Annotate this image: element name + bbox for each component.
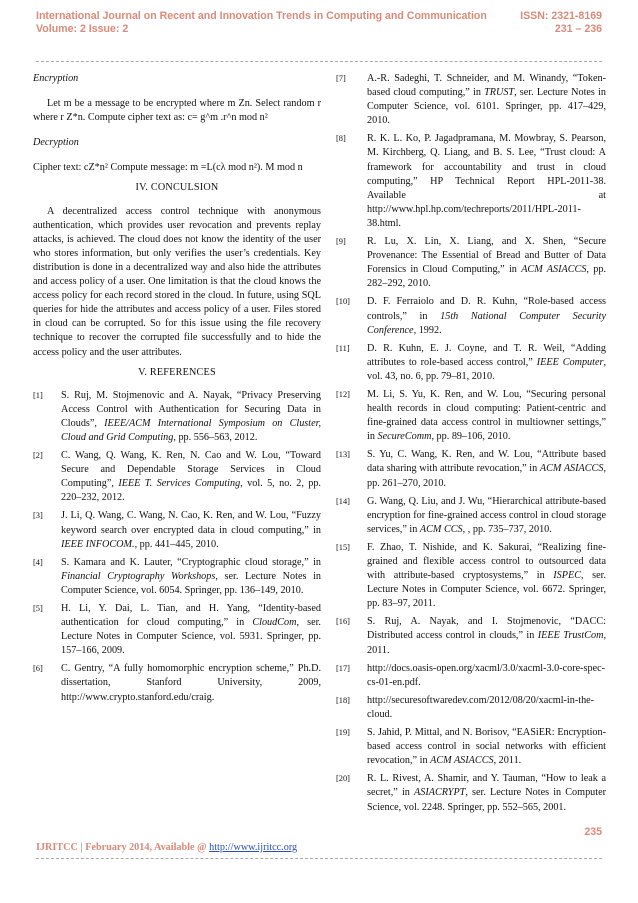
reference-item [33, 602, 321, 658]
reference-number: [14] [336, 496, 350, 506]
reference-item [33, 449, 321, 505]
reference-number: [6] [33, 664, 43, 674]
reference-number: [1] [33, 390, 43, 400]
reference-details: , 1992. [413, 324, 442, 336]
reference-number: [19] [336, 728, 350, 738]
reference-venue: 15th National Computer Security Conference [367, 310, 606, 336]
reference-item [336, 72, 606, 128]
reference-details: , vol. 5, no. 2, pp. 220–232, 2012. [61, 478, 321, 504]
reference-text: C. Gentry, “A fully homomorphic encryption scheme,” Ph.D. dissertation, Stanford University, 2009, http://www.crypto.stanford.edu/craig. [61, 663, 321, 703]
reference-item [336, 132, 606, 231]
header-right [520, 10, 602, 36]
reference-details: , pp. 89–106, 2010. [431, 431, 511, 443]
reference-item [336, 694, 606, 722]
reference-item [336, 495, 606, 537]
reference-text: C. Wang, Q. Wang, K. Ren, N. Cao and W. Lou, “Toward Secure and Dependable Storage Services in Cloud Computing”, [61, 450, 321, 490]
journal-header [36, 10, 602, 40]
reference-number: [3] [33, 511, 43, 521]
reference-details: , pp. 282–292, 2010. [367, 264, 606, 290]
reference-venue: ACM ASIACCS [521, 264, 587, 276]
reference-text: D. F. Ferraiolo and D. R. Kuhn, “Role-based access controls,” in [367, 296, 606, 322]
reference-item [33, 509, 321, 551]
reference-item [33, 662, 321, 704]
page-number: 235 [584, 826, 602, 838]
reference-text: R. Lu, X. Lin, X. Liang, and X. Shen, “Secure Provenance: The Essential of Bread and Butter of Data Forensics in Cloud Computing,” in [367, 236, 606, 276]
reference-details: , ser. Lecture Notes in Computer Science, vol. 6101. Springer, pp. 417–429, 2010. [367, 87, 606, 127]
reference-venue: ISPEC [553, 570, 581, 582]
reference-text: S. Ruj, A. Nayak, and I. Stojmenovic, “DACC: Distributed access control in clouds,” in [367, 616, 606, 642]
reference-venue: Financial Cryptography Workshops [61, 570, 216, 582]
reference-text: H. Li, Y. Dai, L. Tian, and H. Yang, “Identity-based authentication for cloud computing,” in [61, 603, 321, 629]
reference-text: S. Kamara and K. Lauter, “Cryptographic cloud storage,” in [61, 556, 321, 568]
reference-venue: IEEE T. Services Computing [118, 478, 241, 490]
reference-text: D. R. Kuhn, E. J. Coyne, and T. R. Weil, “Adding attributes to role-based access control,” [367, 342, 606, 368]
reference-text: J. Li, Q. Wang, C. Wang, N. Cao, K. Ren, and W. Lou, “Fuzzy keyword search over encrypted data in cloud computing,” in [61, 510, 321, 536]
reference-item [336, 615, 606, 657]
reference-item [336, 342, 606, 384]
reference-venue: IEEE TrustCom [537, 630, 604, 642]
reference-text: A.-R. Sadeghi, T. Schneider, and M. Winandy, “Token-based cloud computing,” in [367, 73, 606, 99]
reference-details: , ser. Lecture Notes in Computer Science, vol. 6054. Springer, pp. 136–149, 2010. [61, 570, 321, 596]
reference-item [336, 726, 606, 768]
reference-number: [8] [336, 134, 346, 144]
reference-number: [18] [336, 695, 350, 705]
reference-venue: ACM CCS [419, 523, 463, 535]
reference-number: [2] [33, 451, 43, 461]
conclusion-text: A decentralized access control technique with anonymous authentication, which provides user revocation and prevents replay attacks, is achieved. The cloud does not know the identity of the user who stores information, but only verifies the user’s credentials. Key distribution is done in a decentralized way and also hide the attributes and access policy of a user. One limitation is that the cloud knows the access policy for each record stored in the cloud. In future, using SQL queries for hide the attributes and access policy of a user. Files stored in cloud can be corrupted. So for this issue using the file recovery technique to recover the corrupted file successfully and to hide the access policy and the user attributes. [33, 205, 321, 358]
reference-venue: ACM ASIACCS [430, 755, 494, 767]
reference-details: , ser. Lecture Notes in Computer Science, vol. 6672. Springer, pp. 83–97, 2011. [367, 570, 606, 610]
reference-text: S. Yu, C. Wang, K. Ren, and W. Lou, “Attribute based data sharing with attribute revocation,” in [367, 449, 606, 475]
reference-text: R. K. L. Ko, P. Jagadpramana, M. Mowbray, S. Pearson, M. Kirchberg, Q. Liang, and B. S. Lee, “Trust cloud: A framework for accountability and trust in cloud computing,” HP Technical Report HPL-2011-38. Available at http://www.hpl.hp.com/techreports/2011/HPL-2011-38.html. [367, 133, 606, 229]
reference-details: , pp. 441–445, 2010. [134, 538, 219, 550]
reference-text: G. Wang, Q. Liu, and J. Wu, “Hierarchical attribute-based encryption for fine-grained access control in cloud storage services,” in [367, 495, 606, 535]
reference-details: , pp. 556–563, 2012. [173, 431, 258, 443]
reference-number: [15] [336, 542, 350, 552]
reference-number: [11] [336, 343, 350, 353]
reference-number: [17] [336, 663, 350, 673]
reference-venue: ACM ASIACCS [539, 463, 604, 475]
reference-venue: IEEE/ACM International Symposium on Cluster, Cloud and Grid Computing [61, 417, 321, 443]
reference-number: [9] [336, 237, 346, 247]
reference-number: [13] [336, 450, 350, 460]
reference-venue: ASIACRYPT [414, 787, 466, 799]
reference-details: , vol. 43, no. 6, pp. 79–81, 2010. [367, 356, 606, 382]
reference-item [33, 389, 321, 445]
left-column [33, 72, 321, 709]
reference-text: F. Zhao, T. Nishide, and K. Sakurai, “Realizing fine-grained and flexible access control to outsourced data with attribute-based cryptosystems,” in [367, 541, 606, 582]
reference-item [33, 556, 321, 598]
reference-number: [4] [33, 557, 43, 567]
reference-details: , pp. 261–270, 2010. [367, 463, 606, 489]
decryption-title: Decryption [33, 137, 79, 149]
reference-text: http://securesoftwaredev.com/2012/08/20/xacml-in-the-cloud. [367, 694, 595, 720]
reference-details: , ser. Lecture Notes in Computer Science, vol. 5931. Springer, pp. 157–166, 2009. [61, 617, 321, 657]
reference-details: , , pp. 735–737, 2010. [462, 523, 552, 535]
footer-text: IJRITCC | February 2014, Available @ [36, 842, 210, 853]
right-column [336, 72, 606, 819]
reference-item [336, 235, 606, 291]
reference-list-right [336, 72, 606, 815]
journal-pages: 231 – 236 [554, 23, 602, 35]
reference-item [336, 772, 606, 814]
conclusion-heading: IV. CONCULSION [135, 182, 219, 194]
encryption-title: Encryption [33, 73, 79, 84]
reference-number: [5] [33, 604, 43, 613]
reference-details: , 2011. [493, 755, 522, 767]
journal-name: International Journal on Recent and Innovation Trends in Computing and Communication [36, 10, 487, 22]
reference-number: [20] [336, 774, 350, 784]
reference-venue: SecureComm [377, 431, 432, 443]
reference-venue: IEEE Computer [536, 356, 604, 368]
reference-number: [10] [336, 297, 350, 307]
header-left [36, 10, 487, 36]
references-heading: V. REFERENCES [138, 366, 216, 378]
footer-link[interactable]: http://www.ijritcc.org [209, 842, 298, 853]
reference-text: R. L. Rivest, A. Shamir, and Y. Tauman, “How to leak a secret,” in [367, 773, 606, 799]
reference-text: http://docs.oasis-open.org/xacml/3.0/xacml-3.0-core-spec-cs-01-en.pdf. [367, 662, 606, 688]
reference-venue: CloudCom [252, 617, 297, 629]
reference-text: S. Jahid, P. Mittal, and N. Borisov, “EASiER: Encryption-based access control in social networks with efficient revocation,” in [367, 727, 606, 767]
reference-item [336, 448, 606, 490]
journal-issn: ISSN: 2321-8169 [520, 10, 602, 22]
reference-details: , 2011. [367, 630, 606, 656]
reference-item [336, 295, 606, 337]
reference-text: S. Ruj, M. Stojmenovic and A. Nayak, “Privacy Preserving Access Control with Authentication for Securing Data in Clouds”, [61, 389, 321, 429]
reference-item [336, 388, 606, 444]
reference-list-left [33, 389, 321, 705]
reference-venue: IEEE INFOCOM. [61, 538, 135, 550]
reference-item [336, 541, 606, 611]
reference-text: M. Li, S. Yu, K. Ren, and W. Lou, “Securing personal health records in cloud computing: Patient-centric and fine-grained data access control in multiowner settings,” in [367, 388, 606, 443]
reference-number: [12] [336, 389, 350, 399]
page-footer [36, 842, 297, 853]
decryption-text: Cipher text: cZ*n² Compute message: m =L(cλ mod n²). M mod n [33, 162, 303, 174]
reference-number: [16] [336, 617, 350, 627]
reference-venue: TRUST [484, 87, 515, 99]
reference-item [336, 662, 606, 690]
journal-volume: Volume: 2 Issue: 2 [36, 23, 129, 35]
encryption-text: Let m be a message to be encrypted where m Zn. Select random r where r Z*n. Compute cipher text as: c= g^m .r^n mod n² [33, 98, 321, 124]
header-divider [36, 61, 602, 62]
reference-details: , ser. Lecture Notes in Computer Science, vol. 2248. Springer, pp. 552–565, 2001. [367, 787, 607, 813]
footer-divider [36, 858, 602, 859]
reference-number: [7] [336, 74, 346, 83]
